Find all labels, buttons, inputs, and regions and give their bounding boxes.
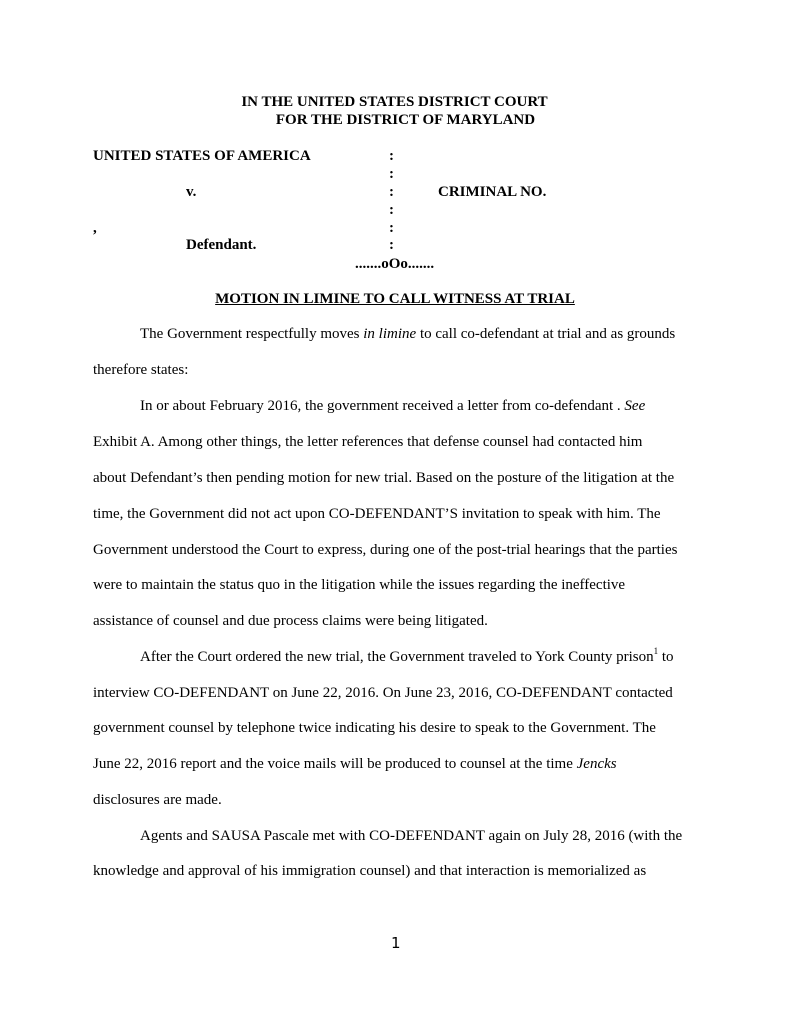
- motion-title: MOTION IN LIMINE TO CALL WITNESS AT TRIAL: [215, 291, 575, 307]
- body-line: time, the Government did not act upon CO-DEFENDANT’S invitation to speak with him. The: [93, 506, 661, 522]
- caption-colon: :: [389, 148, 394, 164]
- body-line: assistance of counsel and due process claims were being litigated.: [93, 613, 488, 629]
- caption-separator: .......oOo.......: [355, 256, 435, 272]
- body-line: Government understood the Court to express, during one of the post-trial hearings that the parties: [93, 542, 678, 558]
- body-text: After the Court ordered the new trial, the Government traveled to York County prison: [140, 649, 654, 665]
- caption-versus: v.: [186, 184, 197, 200]
- body-text: June 22, 2016 report and the voice mails will be produced to counsel at the time: [93, 756, 577, 772]
- body-line: government counsel by telephone twice indicating his desire to speak to the Government. The: [93, 720, 656, 736]
- body-line: interview CO-DEFENDANT on June 22, 2016. On June 23, 2016, CO-DEFENDANT contacted: [93, 685, 673, 701]
- body-line: about Defendant’s then pending motion for new trial. Based on the posture of the litigation at the: [93, 470, 675, 486]
- body-line: disclosures are made.: [93, 792, 222, 808]
- caption-colon: :: [389, 202, 394, 218]
- body-text-italic: Jencks: [576, 756, 617, 772]
- body-line: [140, 326, 675, 343]
- caption-colon: :: [389, 220, 394, 236]
- caption-plaintiff: UNITED STATES OF AMERICA: [93, 148, 311, 164]
- page-number: 1: [391, 934, 401, 952]
- body-text: to call co-defendant at trial and as grounds: [416, 326, 676, 342]
- caption-colon: :: [389, 184, 394, 200]
- caption-comma: ,: [93, 220, 97, 236]
- body-text: to: [658, 649, 674, 665]
- caption-defendant-label: Defendant.: [186, 237, 257, 253]
- body-text-italic: See: [624, 398, 646, 414]
- body-line: [140, 646, 674, 666]
- body-line: knowledge and approval of his immigration counsel) and that interaction is memorialized as: [93, 863, 647, 879]
- court-header-line2: FOR THE DISTRICT OF MARYLAND: [275, 112, 536, 128]
- footnote-marker: 1: [653, 646, 659, 656]
- body-line: [140, 398, 645, 415]
- body-text-italic: in limine: [363, 326, 417, 342]
- caption-colon: :: [389, 237, 394, 253]
- body-line: Agents and SAUSA Pascale met with CO-DEFENDANT again on July 28, 2016 (with the: [140, 828, 683, 844]
- caption-colon: :: [389, 166, 394, 182]
- caption-criminal-no: CRIMINAL NO.: [438, 184, 547, 200]
- body-line: were to maintain the status quo in the litigation while the issues regarding the ineffective: [93, 577, 626, 593]
- body-text: In or about February 2016, the government received a letter from co-defendant .: [140, 398, 625, 414]
- body-line: therefore states:: [93, 362, 189, 378]
- body-text: The Government respectfully moves: [140, 326, 364, 342]
- body-line: [93, 756, 617, 773]
- court-header-line1: IN THE UNITED STATES DISTRICT COURT: [241, 94, 548, 110]
- body-line: Exhibit A. Among other things, the letter references that defense counsel had contacted him: [93, 434, 643, 450]
